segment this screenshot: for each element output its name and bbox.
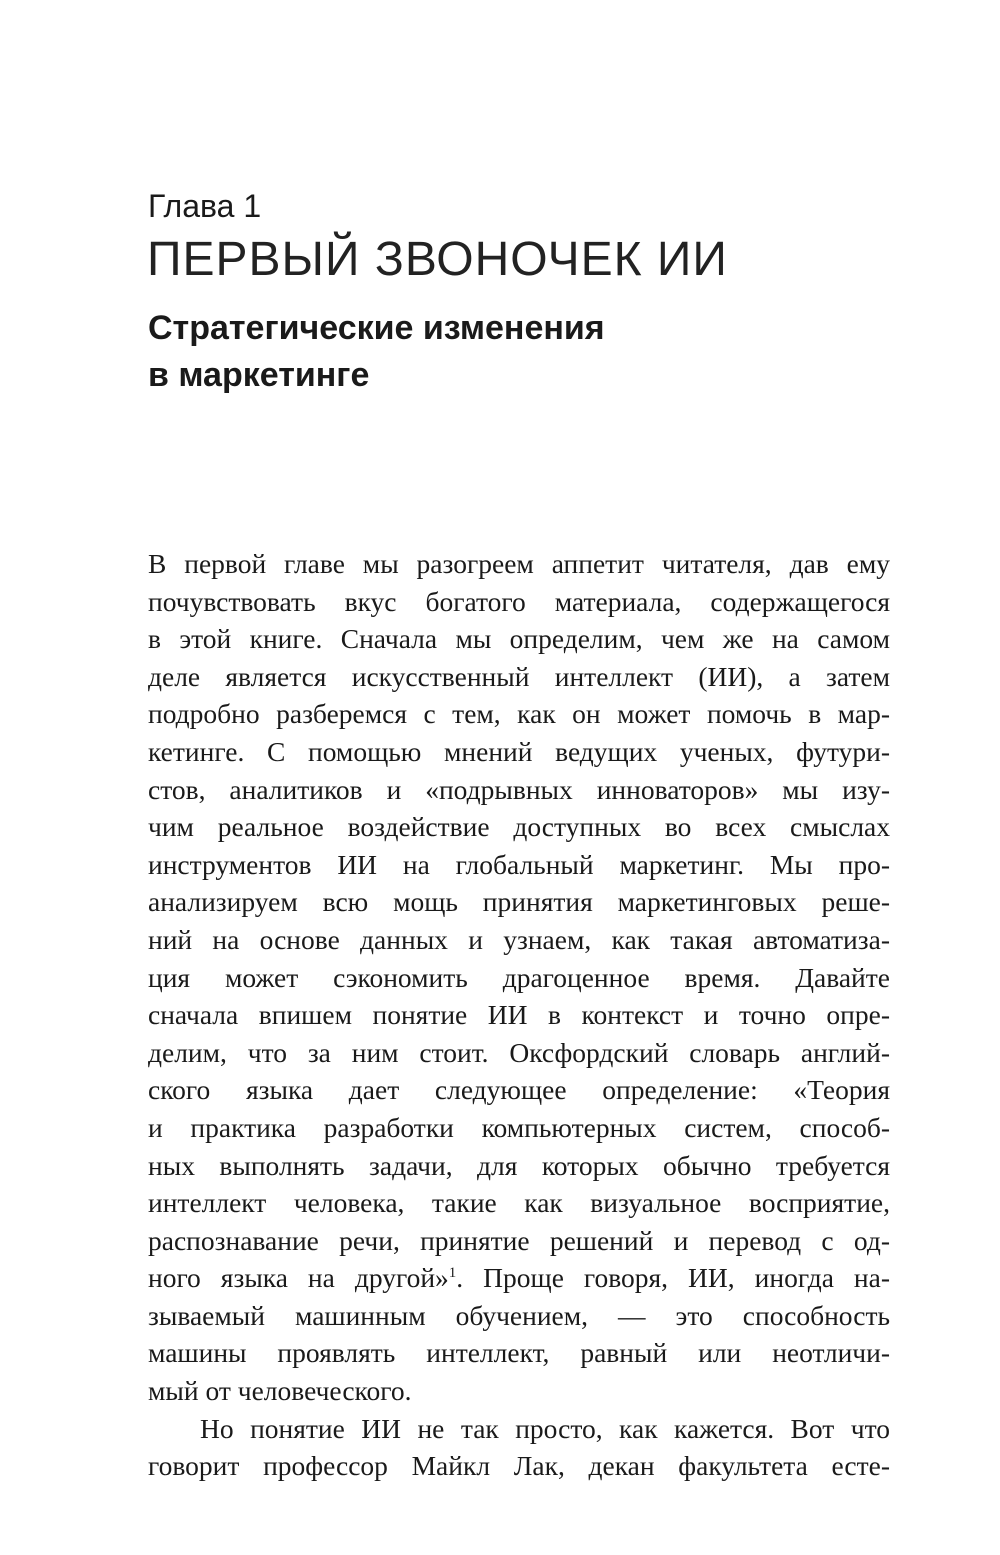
text-line: машины проявлять интеллект, равный или неотличи- xyxy=(148,1337,890,1369)
chapter-subtitle-line: Стратегические изменения xyxy=(148,309,605,347)
chapter-title: ПЕРВЫЙ ЗВОНОЧЕК ИИ xyxy=(147,233,728,286)
text-line: стов, аналитиков и «подрывных инноваторов» мы изу- xyxy=(148,773,890,805)
text-line: анализируем всю мощь принятия маркетинговых реше- xyxy=(148,886,890,918)
text-line: ний на основе данных и узнаем, как такая автоматиза- xyxy=(148,923,890,955)
text-line: инструментов ИИ на глобальный маркетинг. Мы про- xyxy=(148,848,890,880)
text-line: ция может сэкономить драгоценное время. Давайте xyxy=(148,961,890,993)
chapter-subtitle-line: в маркетинге xyxy=(148,356,370,394)
text-line: подробно разберемся с тем, как он может помочь в мар- xyxy=(148,698,890,730)
text-line: сначала впишем понятие ИИ в контекст и точно опре- xyxy=(148,999,890,1031)
text-line: интеллект человека, такие как визуальное восприятие, xyxy=(148,1187,890,1219)
text-line: почувствовать вкус богатого материала, содержащегося xyxy=(148,585,890,617)
text-line: ского языка дает следующее определение: «Теория xyxy=(148,1074,890,1106)
text-line: говорит профессор Майкл Лак, декан факультета есте- xyxy=(148,1450,890,1482)
text-line: В первой главе мы разогреем аппетит читателя, дав ему xyxy=(148,548,890,579)
chapter-subtitle xyxy=(148,305,605,399)
text-fragment: . Проще говоря, ИИ, иногда на- xyxy=(456,1262,890,1294)
text-line: деле является искусственный интеллект (ИИ), а затем xyxy=(148,660,890,692)
text-line: делим, что за ним стоит. Оксфордский словарь англий- xyxy=(148,1036,890,1068)
text-line: чим реальное воздействие доступных во всех смыслах xyxy=(148,811,890,843)
text-line: в этой книге. Сначала мы определим, чем же на самом xyxy=(148,623,890,655)
chapter-label: Глава 1 xyxy=(148,188,262,224)
text-line: Но понятие ИИ не так просто, как кажется. Вот что xyxy=(200,1412,890,1444)
text-line: распознавание речи, принятие решений и перевод с од- xyxy=(148,1224,890,1256)
body-text xyxy=(148,545,890,1485)
text-line: и практика разработки компьютерных систем, способ- xyxy=(148,1111,890,1143)
text-line: мый от человеческого. xyxy=(148,1375,412,1407)
text-line: зываемый машинным обучением, — это способность xyxy=(148,1299,890,1331)
text-line: кетинге. С помощью мнений ведущих ученых, футури- xyxy=(148,735,890,767)
text-line-with-footnote xyxy=(148,1259,890,1297)
footnote-reference[interactable]: 1 xyxy=(448,1265,457,1282)
text-line: ных выполнять задачи, для которых обычно требуется xyxy=(148,1149,890,1181)
text-fragment: ного языка на другой» xyxy=(148,1262,449,1294)
